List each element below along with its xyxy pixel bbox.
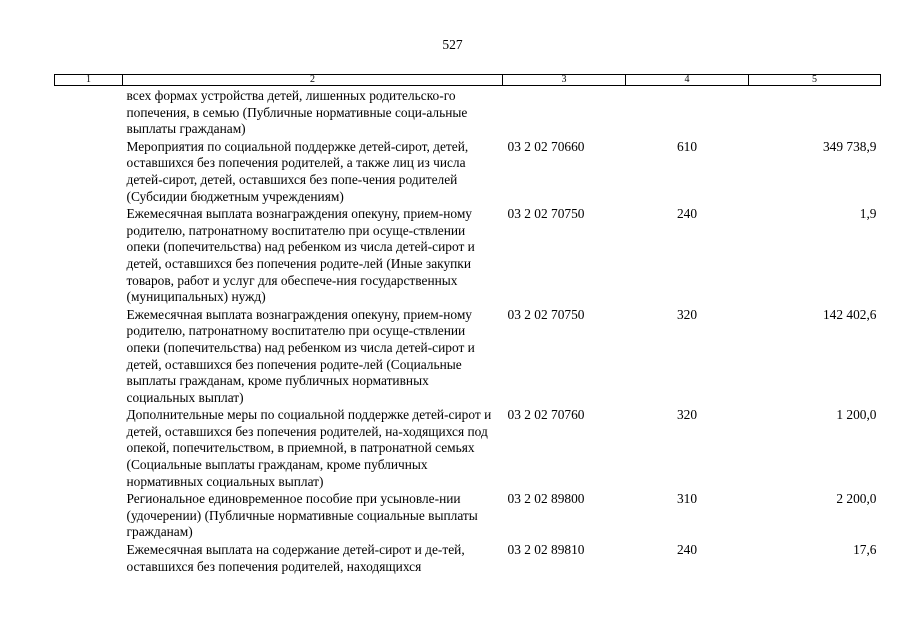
table-body <box>55 86 881 577</box>
item-code <box>503 86 626 139</box>
table-row <box>55 542 881 576</box>
row-number-cell <box>55 542 123 576</box>
item-code: 03 2 02 70750 <box>507 306 585 322</box>
header-row <box>55 75 881 86</box>
column-header-4: 4 <box>626 75 749 86</box>
column-header-3: 3 <box>503 75 626 86</box>
table-row <box>55 206 881 307</box>
item-amount <box>749 86 881 139</box>
item-code: 03 2 02 70750 <box>507 206 585 222</box>
expense-type <box>626 86 749 139</box>
item-amount: 349 738,9 <box>822 138 877 154</box>
row-number-cell <box>55 206 123 307</box>
item-name: Мероприятия по социальной поддержке детей-сирот, детей, оставшихся без попечения родителей, а также лиц из числа детей-сирот, детей, оставшихся без попе-чения родителей (Субсидии бюджетным учреждениям) <box>126 138 469 204</box>
table-row <box>55 307 881 408</box>
item-amount: 142 402,6 <box>822 306 877 322</box>
table-row <box>55 139 881 206</box>
item-amount: 1,9 <box>859 206 877 222</box>
column-header-1: 1 <box>55 75 123 86</box>
table-row <box>55 86 881 139</box>
expense-type: 320 <box>676 306 698 322</box>
item-name: Дополнительные меры по социальной поддержке детей-сирот и детей, оставшихся без попечения родителей, на-ходящихся под опекой, попечительством, в приемной, в патронатной семьях (Социальные выплаты гражданам, кроме публичных нормативных социальных выплат) <box>126 407 492 489</box>
column-header-2: 2 <box>123 75 503 86</box>
item-code: 03 2 02 70660 <box>507 138 585 154</box>
page-number: 527 <box>442 37 463 52</box>
item-code: 03 2 02 70760 <box>507 407 585 423</box>
row-number-cell <box>55 307 123 408</box>
expense-type: 240 <box>676 206 698 222</box>
expense-type: 610 <box>676 138 698 154</box>
table-row <box>55 407 881 491</box>
row-number-cell <box>55 139 123 206</box>
item-name: Ежемесячная выплата на содержание детей-сирот и де-тей, оставшихся без попечения родителей, находящихся <box>126 542 465 574</box>
expense-type: 240 <box>676 542 698 558</box>
item-name: Ежемесячная выплата вознаграждения опекуну, прием-ному родителю, патронатному воспитателю при осуще-ствлении опеки (попечительства) над ребенком из числа детей-сирот и детей, оставшихся без попечения родите-лей (Социальные выплаты гражданам, кроме публичных нормативных социальных выплат) <box>126 306 475 405</box>
item-amount: 1 200,0 <box>836 407 877 423</box>
item-name: всех формах устройства детей, лишенных родительско-го попечения, в семью (Публичные нормативные соци-альные выплаты гражданам) <box>126 88 468 137</box>
expense-type: 310 <box>676 491 698 507</box>
column-header-5: 5 <box>749 75 881 86</box>
expense-type: 320 <box>676 407 698 423</box>
table-row <box>55 491 881 542</box>
item-amount: 2 200,0 <box>836 491 877 507</box>
row-number-cell <box>55 86 123 139</box>
item-name: Региональное единовременное пособие при усыновле-нии (удочерении) (Публичные нормативные социальные выплаты гражданам) <box>126 491 478 540</box>
row-number-cell <box>55 407 123 491</box>
row-number-cell <box>55 491 123 542</box>
item-name: Ежемесячная выплата вознаграждения опекуну, прием-ному родителю, патронатному воспитателю при осуще-ствлении опеки (попечительства) над ребенком из числа детей-сирот и детей, оставшихся без попечения родите-лей (Иные закупки товаров, работ и услуг для обеспече-ния государственных (муниципальных) нужд) <box>126 206 475 305</box>
item-code: 03 2 02 89800 <box>507 491 585 507</box>
item-amount: 17,6 <box>853 542 877 558</box>
budget-table <box>54 74 881 576</box>
table-header <box>55 75 881 86</box>
item-code: 03 2 02 89810 <box>507 542 585 558</box>
